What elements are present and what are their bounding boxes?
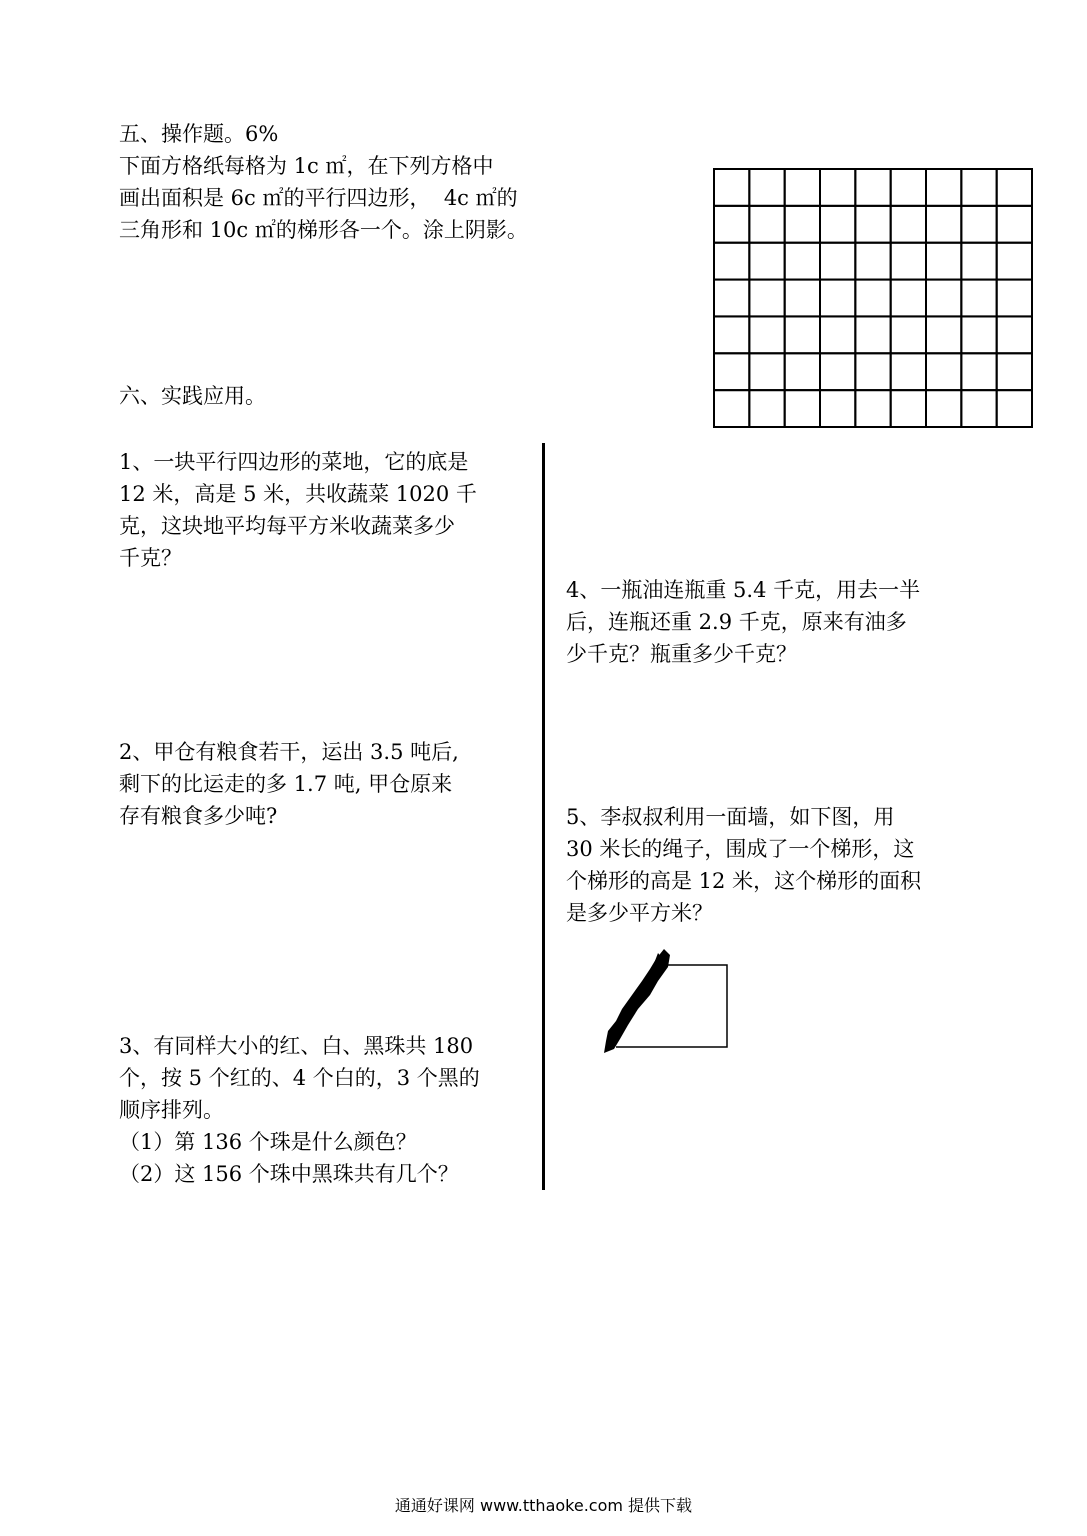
problem-1-line-3: 克，这块地平均每平方米收蔬菜多少 bbox=[119, 514, 455, 538]
grid-cell bbox=[749, 353, 784, 390]
grid-cell bbox=[820, 353, 855, 390]
grid-cell bbox=[926, 316, 961, 353]
wall-trapezoid-figure bbox=[598, 945, 733, 1065]
grid-cell bbox=[855, 353, 890, 390]
grid-cell bbox=[997, 316, 1032, 353]
grid-cell bbox=[926, 206, 961, 243]
grid-cell bbox=[926, 390, 961, 427]
problem-4-line-1: 4、一瓶油连瓶重 5.4 千克，用去一半 bbox=[566, 578, 921, 602]
grid-cell bbox=[961, 316, 996, 353]
grid-cell bbox=[749, 169, 784, 206]
section6-heading: 六、实践应用。 bbox=[119, 384, 266, 408]
section5-block bbox=[119, 118, 528, 246]
grid-cell bbox=[714, 280, 749, 317]
grid-cell bbox=[714, 353, 749, 390]
problem-2-line-3: 存有粮食多少吨? bbox=[119, 804, 278, 828]
grid-cell bbox=[785, 316, 820, 353]
problem-3-line-5: （2）这 156 个珠中黑珠共有几个？ bbox=[119, 1162, 459, 1186]
problem-1-line-2: 12 米，高是 5 米，共收蔬菜 1020 千 bbox=[119, 482, 477, 506]
problem-3-line-1: 3、有同样大小的红、白、黑珠共 180 bbox=[119, 1034, 474, 1058]
problem-5-line-3: 个梯形的高是 12 米，这个梯形的面积 bbox=[566, 869, 922, 893]
grid-cell bbox=[855, 316, 890, 353]
grid-cell bbox=[714, 206, 749, 243]
grid-cell bbox=[820, 280, 855, 317]
problem-3-line-4: （1）第 136 个珠是什么颜色？ bbox=[119, 1130, 417, 1154]
grid-cell bbox=[820, 243, 855, 280]
grid-cell bbox=[997, 206, 1032, 243]
grid-cell bbox=[961, 353, 996, 390]
problem-4-line-3: 少千克？瓶重多少千克？ bbox=[566, 642, 797, 666]
grid-cell bbox=[891, 390, 926, 427]
grid-cell bbox=[820, 206, 855, 243]
grid-cell bbox=[891, 206, 926, 243]
grid-paper bbox=[712, 167, 1034, 429]
problem-3-line-2: 个，按 5 个红的、4 个白的，3 个黑的 bbox=[119, 1066, 480, 1090]
grid-cell bbox=[785, 353, 820, 390]
grid-cell bbox=[961, 169, 996, 206]
grid-cell bbox=[714, 390, 749, 427]
grid-cell bbox=[785, 280, 820, 317]
problem-1-line-1: 1、一块平行四边形的菜地，它的底是 bbox=[119, 450, 469, 474]
grid-cell bbox=[820, 169, 855, 206]
grid-cell bbox=[749, 280, 784, 317]
problem-5-line-2: 30 米长的绳子，围成了一个梯形，这 bbox=[566, 837, 915, 861]
problem-5-line-4: 是多少平方米？ bbox=[566, 901, 713, 925]
problem-2 bbox=[119, 736, 459, 832]
grid-cell bbox=[785, 243, 820, 280]
column-divider bbox=[542, 443, 545, 1190]
grid-cell bbox=[997, 169, 1032, 206]
grid-cell bbox=[820, 316, 855, 353]
grid-cell bbox=[961, 280, 996, 317]
grid-cell bbox=[926, 169, 961, 206]
grid-cell bbox=[961, 206, 996, 243]
grid-cell bbox=[891, 353, 926, 390]
grid-cell bbox=[926, 353, 961, 390]
grid-cell bbox=[785, 206, 820, 243]
grid-cell bbox=[820, 390, 855, 427]
grid-cell bbox=[714, 243, 749, 280]
problem-2-line-2: 剩下的比运走的多 1.7 吨, 甲仓原来 bbox=[119, 772, 453, 796]
problem-3-line-3: 顺序排列。 bbox=[119, 1098, 224, 1122]
section5-heading: 五、操作题。6% bbox=[119, 122, 279, 146]
grid-cell bbox=[926, 243, 961, 280]
grid-cell bbox=[961, 243, 996, 280]
problem-4-line-2: 后，连瓶还重 2.9 千克，原来有油多 bbox=[566, 610, 907, 634]
grid-cell bbox=[997, 280, 1032, 317]
problem-4 bbox=[566, 574, 920, 670]
grid-cell bbox=[785, 169, 820, 206]
grid-cell bbox=[749, 390, 784, 427]
grid-cell bbox=[855, 390, 890, 427]
section5-line-2: 画出面积是 6c ㎡的平行四边形， 4c ㎡的 bbox=[119, 186, 518, 210]
problem-1 bbox=[119, 446, 477, 574]
problem-3 bbox=[119, 1030, 480, 1190]
section5-line-3: 三角形和 10c ㎡的梯形各一个。涂上阴影。 bbox=[119, 218, 528, 242]
grid-cell bbox=[997, 243, 1032, 280]
grid-cell bbox=[891, 280, 926, 317]
grid-cell bbox=[714, 316, 749, 353]
grid-cell bbox=[891, 243, 926, 280]
grid-cell bbox=[891, 316, 926, 353]
problem-1-line-4: 千克？ bbox=[119, 546, 182, 570]
grid-cell bbox=[749, 316, 784, 353]
problem-5 bbox=[566, 801, 921, 929]
grid-cell bbox=[961, 390, 996, 427]
grid-cell bbox=[926, 280, 961, 317]
grid-cell bbox=[749, 243, 784, 280]
grid-cell bbox=[855, 169, 890, 206]
problem-2-line-1: 2、甲仓有粮食若干，运出 3.5 吨后, bbox=[119, 740, 459, 764]
grid-cell bbox=[785, 390, 820, 427]
section5-line-1: 下面方格纸每格为 1c ㎡，在下列方格中 bbox=[119, 154, 494, 178]
grid-cell bbox=[749, 206, 784, 243]
grid-cell bbox=[997, 390, 1032, 427]
grid-cell bbox=[855, 206, 890, 243]
grid-cell bbox=[997, 353, 1032, 390]
grid-cell bbox=[891, 169, 926, 206]
problem-5-line-1: 5、李叔叔利用一面墙，如下图，用 bbox=[566, 805, 895, 829]
grid-cell bbox=[855, 280, 890, 317]
grid-cell bbox=[855, 243, 890, 280]
page-footer: 通通好课网 www.tthaoke.com 提供下载 bbox=[394, 1496, 693, 1515]
grid-cell bbox=[714, 169, 749, 206]
wall-shape bbox=[604, 949, 670, 1053]
